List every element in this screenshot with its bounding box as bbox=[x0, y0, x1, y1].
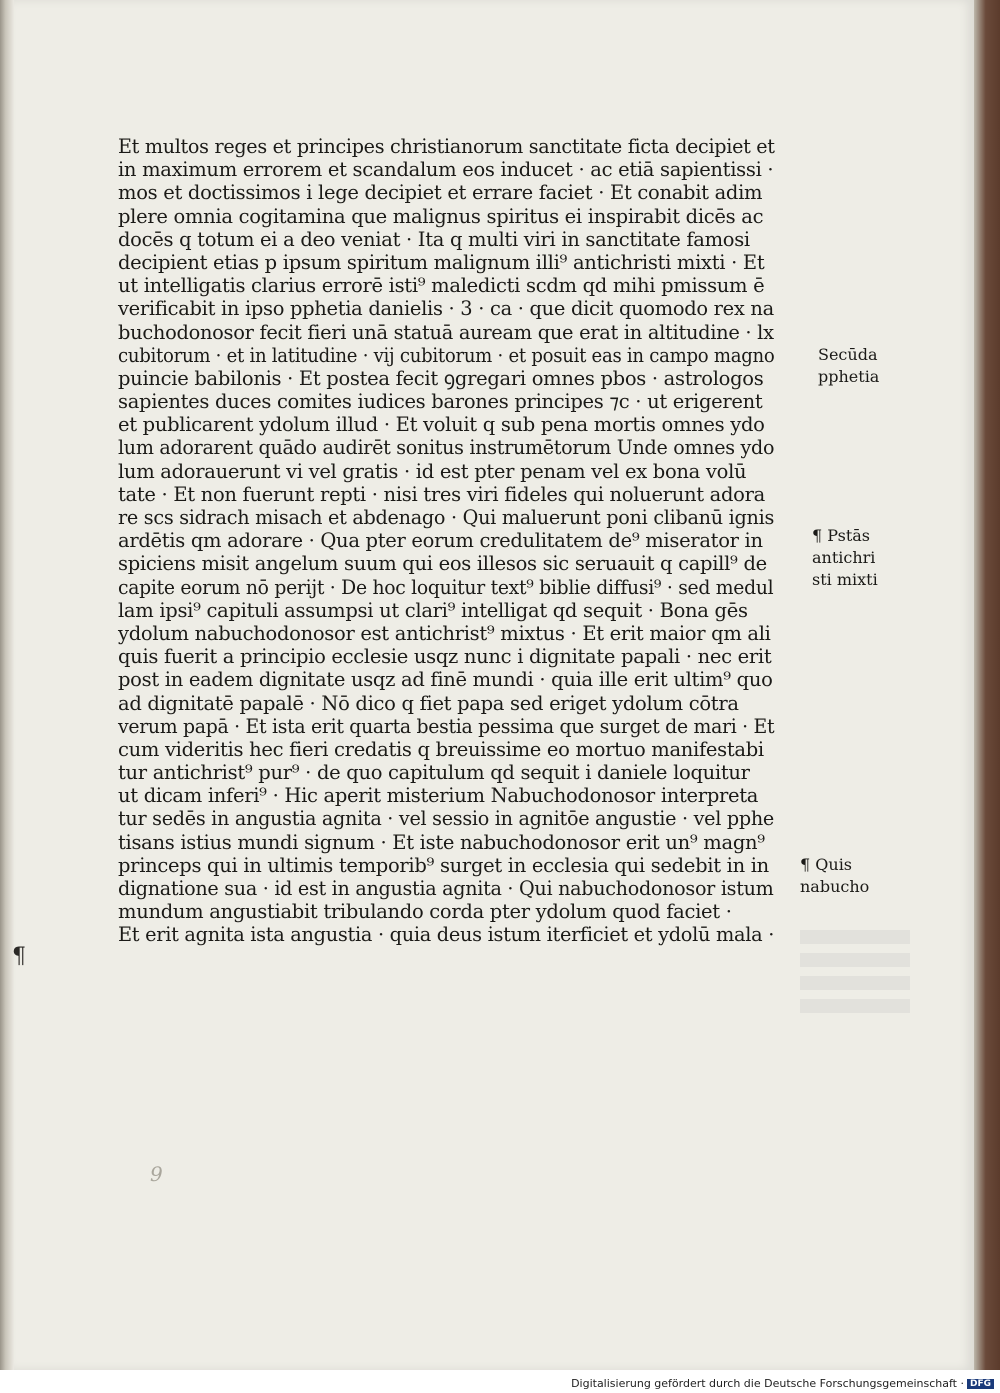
text-line: verum papā · Et ista erit quarta bestia pessima que surget de mari · Et bbox=[118, 714, 775, 738]
text-line: ardētis qm adorare · Qua pter eorum credulitatem de⁹ miserator in bbox=[118, 529, 763, 553]
dfg-logo: DFG bbox=[967, 1379, 994, 1389]
left-binding-edge bbox=[0, 0, 14, 1375]
digitization-credit bbox=[571, 1377, 994, 1390]
text-line: mos et doctissimos i lege decipiet et errare faciet · Et conabit adim bbox=[118, 181, 763, 205]
footer-band bbox=[0, 1370, 1000, 1393]
text-line: dignatione sua · id est in angustia agnita · Qui nabuchodonosor istum bbox=[118, 877, 774, 900]
text-line: mundum angustiabit tribulando corda pter ydolum quod faciet · bbox=[118, 900, 732, 924]
text-line: quis fuerit a principio ecclesie usqz nunc i dignitate papali · nec erit bbox=[118, 645, 772, 669]
text-line: lum adorauerunt vi vel gratis · id est pter penam vel ex bona volū bbox=[118, 459, 747, 483]
margin-note-line: antichri bbox=[812, 548, 876, 567]
text-line: tur antichrist⁹ pur⁹ · de quo capitulum qd sequit i daniele loquitur bbox=[118, 761, 750, 785]
text-line: cubitorum · et in latitudine · vij cubitorum · et posuit eas in campo magno bbox=[118, 343, 775, 367]
text-line: Et erit agnita ista angustia · quia deus istum iterficiet et ydolū mala · bbox=[118, 923, 775, 947]
margin-note-line: Secūda bbox=[818, 345, 878, 364]
text-line: capite eorum nō perijt · De hoc loquitur text⁹ biblie diffusi⁹ · sed medul bbox=[118, 575, 774, 599]
text-line: lam ipsi⁹ capituli assumpsi ut clari⁹ intelligat qd sequit · Bona gēs bbox=[118, 598, 748, 622]
show-through-text bbox=[800, 930, 910, 1020]
text-line: ydolum nabuchodonosor est antichrist⁹ mixtus · Et erit maior qm ali bbox=[118, 621, 771, 645]
margin-note-antichristi-mixti bbox=[812, 525, 878, 591]
text-line: Et multos reges et principes christianorum sanctitate ficta decipiet et bbox=[118, 135, 775, 158]
text-line: docēs q totum ei a deo veniat · Ita q multi viri in sanctitate famosi bbox=[118, 227, 750, 251]
text-line: tisans istius mundi signum · Et iste nabuchodonosor erit un⁹ magn⁹ bbox=[118, 830, 765, 854]
text-line: buchodonosor fecit fieri unā statuā auream que erat in altitudine · lx bbox=[118, 320, 774, 344]
text-line: sapientes duces comites iudices barones principes ⁊c · ut erigerent bbox=[118, 390, 763, 414]
right-cover-edge bbox=[974, 0, 1000, 1370]
text-line: verificabit in ipso pphetia danielis · 3 · ca · que dicit quomodo rex na bbox=[118, 297, 774, 321]
credit-text: Digitalisierung gefördert durch die Deutsche Forschungsgemeinschaft · bbox=[571, 1377, 964, 1390]
text-line: cum videritis hec fieri credatis q breuissime eo mortuo manifestabi bbox=[118, 737, 764, 761]
text-line: princeps qui in ultimis temporib⁹ surget in ecclesia qui sedebit in in bbox=[118, 853, 769, 877]
margin-note-line: ¶ Pstās bbox=[812, 526, 870, 545]
text-line: post in eadem dignitate usqz ad finē mundi · quia ille erit ultim⁹ quo bbox=[118, 668, 773, 692]
left-margin-mark: ¶ bbox=[12, 944, 26, 969]
text-line: decipient etias p ipsum spiritum malignum illi⁹ antichristi mixti · Et bbox=[118, 250, 765, 274]
text-line: ut intelligatis clarius errorē isti⁹ maledicti scdm qd mihi pmissum ē bbox=[118, 274, 765, 298]
margin-note-line: pphetia bbox=[818, 367, 880, 386]
text-line: lum adorarent quādo audirēt sonitus instrumētorum Unde omnes ydo bbox=[118, 436, 775, 460]
text-line: re scs sidrach misach et abdenago · Qui maluerunt poni clibanū ignis bbox=[118, 506, 775, 529]
margin-note-line: nabucho bbox=[800, 877, 870, 896]
margin-note-line: ¶ Quis bbox=[800, 855, 853, 874]
margin-note-secunda-pphetia bbox=[818, 344, 879, 388]
text-line: ad dignitatē papalē · Nō dico q fiet papa sed eriget ydolum cōtra bbox=[118, 691, 739, 715]
text-line: spiciens misit angelum suum qui eos illesos sic seruauit q capill⁹ de bbox=[118, 552, 767, 576]
text-line: in maximum errorem et scandalum eos inducet · ac etiā sapientissi · bbox=[118, 158, 774, 182]
margin-note-nabucho bbox=[800, 854, 869, 898]
text-line: puincie babilonis · Et postea fecit ꝯgregari omnes pbos · astrologos bbox=[118, 366, 764, 390]
text-line: tur sedēs in angustia agnita · vel sessio in agnitōe angustie · vel pphe bbox=[118, 807, 774, 831]
main-text-block bbox=[118, 135, 774, 947]
text-line: plere omnia cogitamina que malignus spiritus ei inspirabit dicēs ac bbox=[118, 204, 764, 228]
text-line: tate · Et non fuerunt repti · nisi tres viri fideles qui noluerunt adora bbox=[118, 482, 765, 506]
text-line: ut dicam inferi⁹ · Hic aperit misterium Nabuchodonosor interpreta bbox=[118, 784, 759, 808]
pencil-folio-number: 9 bbox=[150, 1162, 163, 1186]
margin-note-line: sti mixti bbox=[812, 570, 878, 589]
text-line: et publicarent ydolum illud · Et voluit q sub pena mortis omnes ydo bbox=[118, 413, 765, 437]
